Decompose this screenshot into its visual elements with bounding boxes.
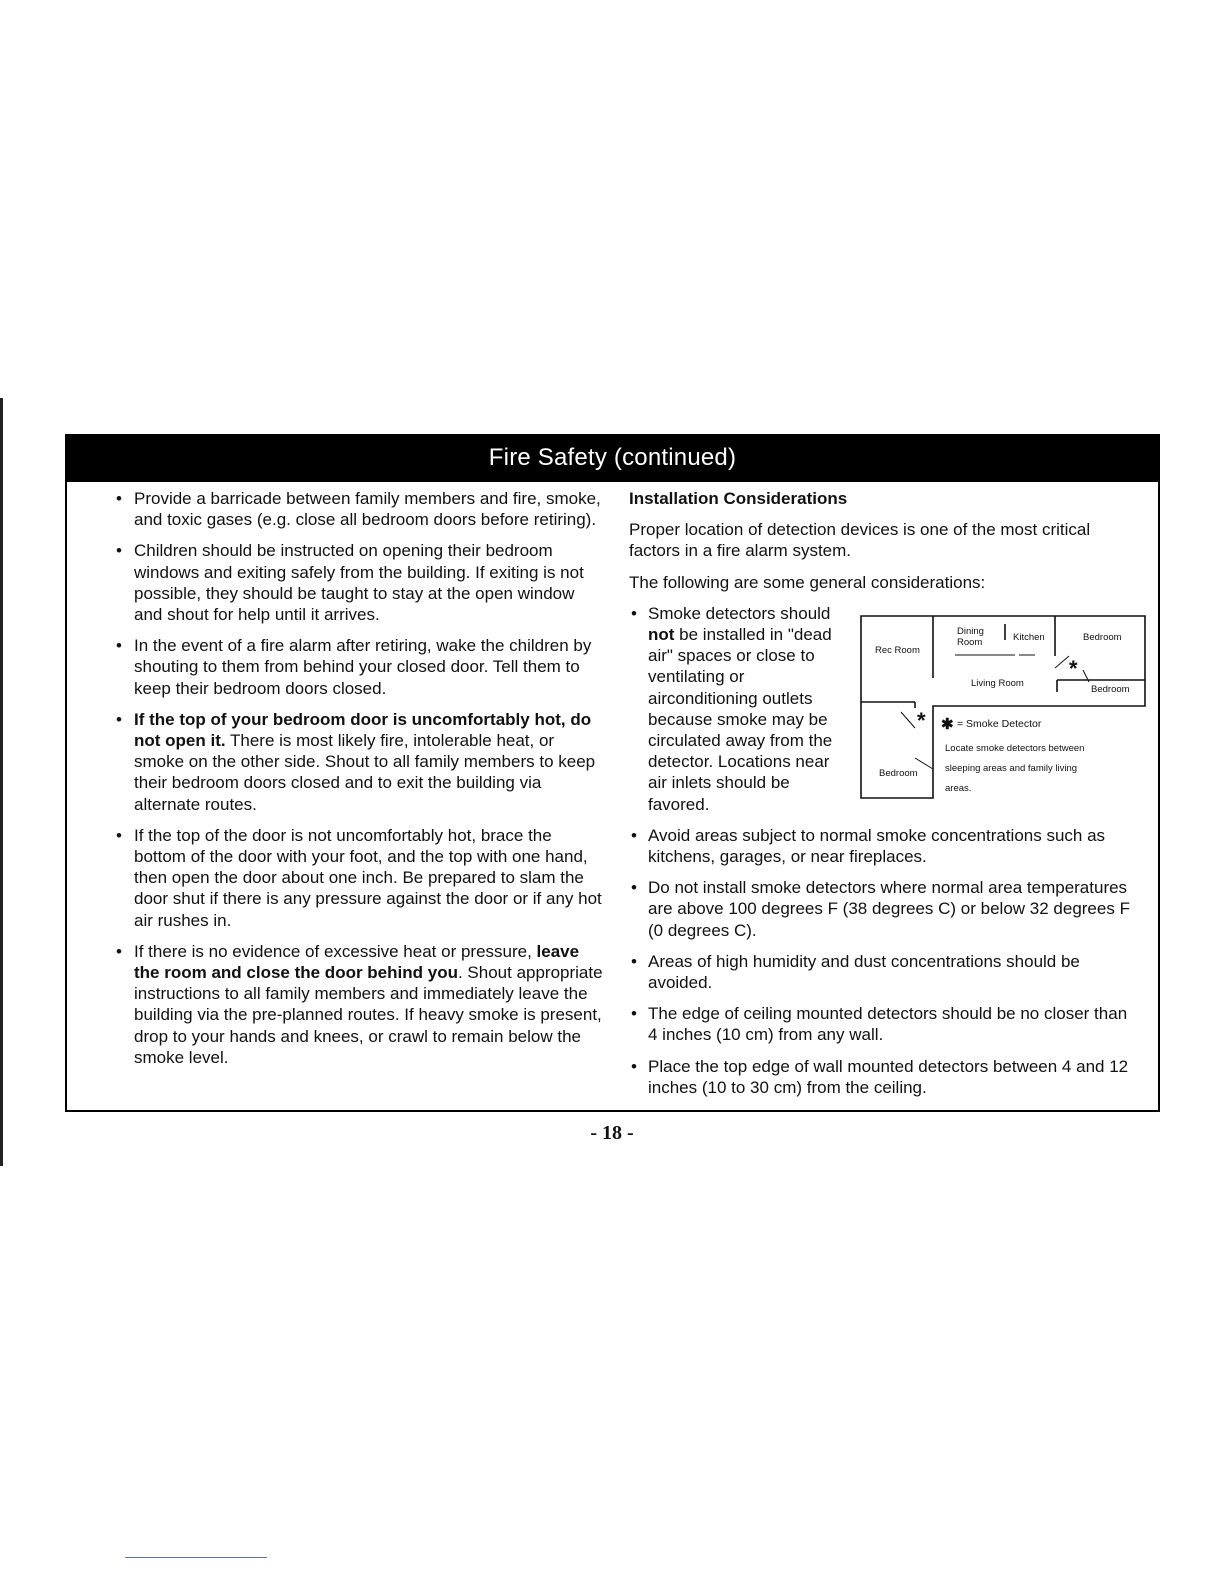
content-frame	[65, 434, 1160, 1112]
door-swing-top	[1055, 656, 1069, 668]
list-item: • Place the top edge of wall mounted detectors between 4 and 12 inches (10 to 30 cm) from the ceiling.	[629, 1056, 1139, 1098]
bold-warning: If the top of your bedroom door is uncomfortably hot, do not open it.	[134, 709, 592, 751]
room-label-dining: Dining	[957, 626, 984, 637]
legend-star-icon: ✱	[941, 716, 954, 733]
list-item: • Areas of high humidity and dust concentrations should be avoided.	[629, 951, 1139, 993]
left-bullet-list	[114, 488, 604, 1068]
scan-edge-mark	[0, 398, 3, 1166]
list-item: • In the event of a fire alarm after retiring, wake the children by shouting to them from behind your closed door. Tell them to keep their bedroom doors closed.	[114, 635, 604, 699]
legend-label: = Smoke Detector	[957, 718, 1042, 730]
paragraph: The following are some general considerations:	[629, 572, 986, 592]
smoke-detector-star-icon: *	[917, 708, 926, 733]
scan-bottom-line	[125, 1557, 267, 1558]
list-item: • If the top of the door is not uncomfortably hot, brace the bottom of the door with your foot, and the top with one hand, then open the door about one inch. Be prepared to slam the door shut if there is any pressure against the door or if any hot air rushes in.	[114, 825, 604, 931]
diagram-note: areas.	[945, 783, 972, 794]
list-item: • Provide a barricade between family members and fire, smoke, and toxic gases (e.g. close all bedroom doors before retiring).	[114, 488, 604, 530]
room-label-rec: Rec Room	[875, 645, 920, 656]
door-swing-bottom	[915, 758, 933, 769]
right-column	[629, 488, 1139, 1108]
room-label-kitchen: Kitchen	[1013, 632, 1045, 643]
page-number: - 18 -	[590, 1122, 634, 1144]
section-banner	[67, 436, 1158, 482]
list-item: • Smoke detectors should not be installed in "dead air" spaces or close to ventilating or airconditioning outlets because smoke may be circulated away from the detector. Locations near air inlets should be favored.	[629, 603, 853, 815]
bold-instruction: leave the room and close the door behind you	[134, 941, 580, 983]
room-label-bedroom-bottom: Bedroom	[879, 768, 918, 779]
room-label-bedroom-right: Bedroom	[1091, 684, 1130, 695]
diagram-note: Locate smoke detectors between	[945, 743, 1085, 754]
room-label-living: Living Room	[971, 678, 1024, 689]
smoke-detector-star-icon: *	[1069, 656, 1078, 681]
section-heading: Installation Considerations	[629, 489, 848, 508]
list-item: • Avoid areas subject to normal smoke concentrations such as kitchens, garages, or near fireplaces.	[629, 825, 1139, 867]
floor-plan-diagram	[859, 612, 1147, 802]
room-label-dining-2: Room	[957, 637, 983, 648]
banner-title: Fire Safety (continued)	[488, 444, 737, 471]
left-column	[114, 488, 604, 1078]
paragraph: Proper location of detection devices is one of the most critical factors in a fire alarm system.	[629, 520, 1091, 561]
list-item: • Children should be instructed on opening their bedroom windows and exiting safely from the building. If exiting is not possible, they should be taught to stay at the open window and shout for help until it arrives.	[114, 540, 604, 625]
room-label-bedroom-top: Bedroom	[1083, 632, 1122, 643]
door-swing-rec	[901, 712, 915, 728]
list-item: • If the top of your bedroom door is uncomfortably hot, do not open it. There is most likely fire, intolerable heat, or smoke on the other side. Shout to all family members to keep their bedroom doors closed and to exit the building via alternate routes.	[114, 709, 604, 815]
list-item: • Do not install smoke detectors where normal area temperatures are above 100 degrees F (38 degrees C) or below 32 degrees F (0 degrees C).	[629, 877, 1139, 941]
list-item: • If there is no evidence of excessive heat or pressure, leave the room and close the door behind you. Shout appropriate instructions to all family members and immediately leave the building via the pre-planned routes. If heavy smoke is present, drop to your hands and knees, or crawl to remain below the smoke level.	[114, 941, 604, 1068]
list-item: • The edge of ceiling mounted detectors should be no closer than 4 inches (10 cm) from any wall.	[629, 1003, 1139, 1045]
diagram-note: sleeping areas and family living	[945, 763, 1078, 774]
